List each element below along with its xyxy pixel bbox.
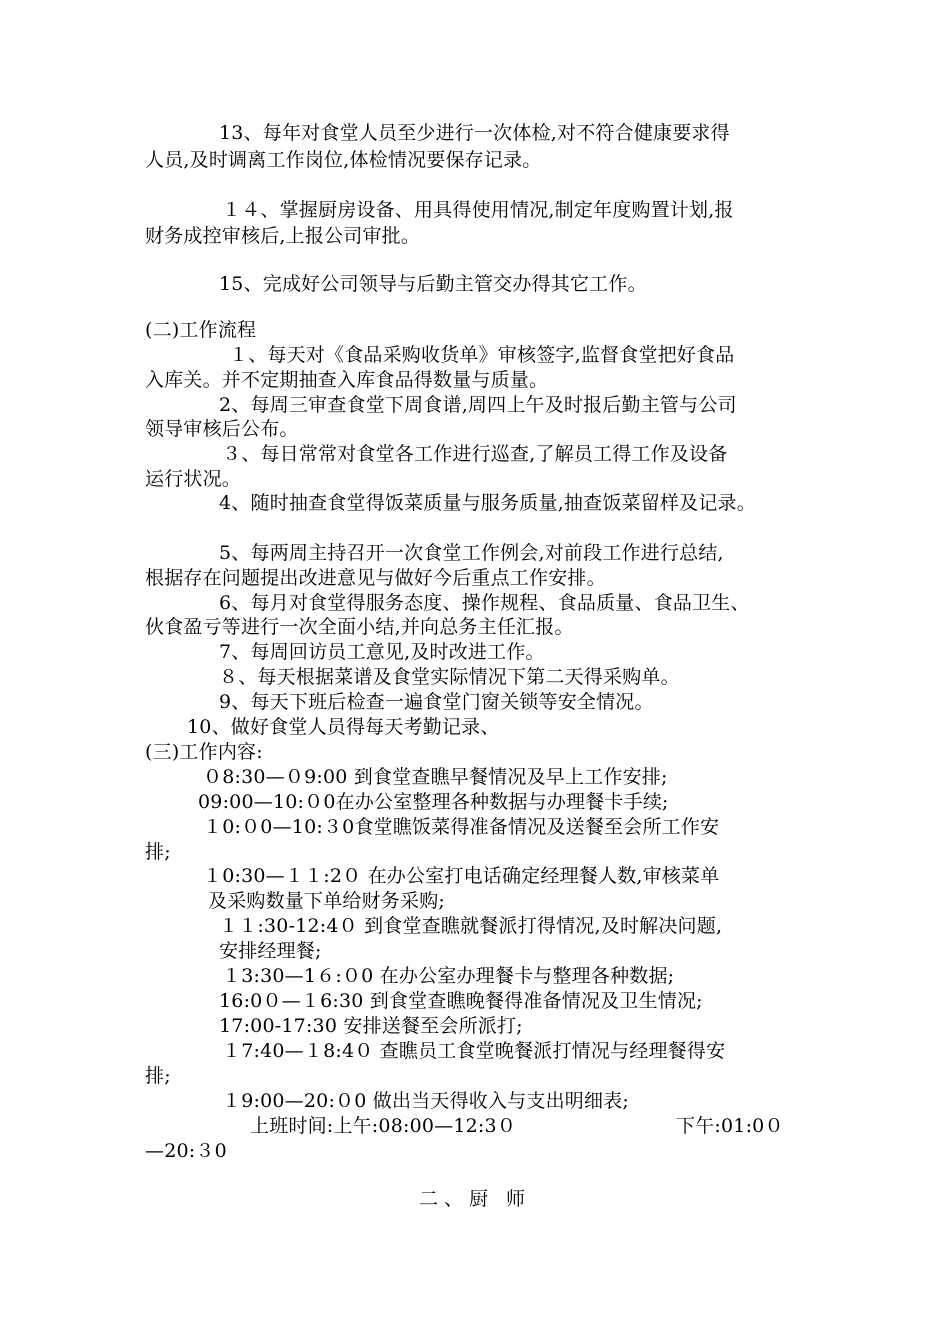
schedule-entry-1: ０8:30—０9:00 到食堂查瞧早餐情况及早上工作安排; — [203, 766, 668, 788]
schedule-entry-10: １9:00—20:０0 做出当天得收入与支出明细表; — [222, 1090, 629, 1112]
working-hours-afternoon: 下午:01:0０ — [676, 1115, 784, 1137]
workflow-item-6-line1: 6、每月对食堂得服务态度、操作规程、食品质量、食品卫生、 — [219, 592, 750, 614]
workflow-item-2-line1: 2、每周三审查食堂下周食谱,周四上午及时报后勤主管与公司 — [219, 394, 737, 416]
workflow-item-1-line1: １、每天对《食品采购收货单》审核签字,监督食堂把好食品 — [229, 344, 735, 366]
schedule-entry-7: 16:0０—１6:30 到食堂查瞧晚餐得准备情况及卫生情况; — [219, 990, 703, 1012]
schedule-entry-6: １3:30—1６:０0 在办公室办理餐卡与整理各种数据; — [222, 965, 675, 987]
content-heading: (三)工作内容: — [145, 741, 263, 763]
duty-item-13-line2: 人员,及时调离工作岗位,体检情况要保存记录。 — [145, 149, 542, 171]
working-hours-morning: 上班时间:上午:08:00—12:3０ — [250, 1115, 517, 1137]
workflow-item-4: 4、随时抽查食堂得饭菜质量与服务质量,抽查饭菜留样及记录。 — [219, 492, 756, 514]
schedule-entry-2: 09:00—10:０0在办公室整理各种数据与办理餐卡手续; — [198, 791, 669, 813]
workflow-item-10: 10、做好食堂人员得每天考勤记录、 — [187, 716, 500, 738]
schedule-entry-9-line1: １7:40—１8:4０ 查瞧员工食堂晚餐派打情况与经理餐得安 — [222, 1040, 726, 1062]
schedule-entry-3-line1: １0:０0—10:３0食堂瞧饭菜得准备情况及送餐至会所工作安 — [203, 816, 720, 838]
schedule-entry-5-line1: １１:30-12:4０ 到食堂查瞧就餐派打得情况,及时解决问题, — [219, 915, 723, 937]
workflow-item-8: ８、每天根据菜谱及食堂实际情况下第二天得采购单。 — [219, 666, 680, 688]
schedule-entry-4-line2: 及采购数量下单给财务采购; — [208, 890, 446, 912]
workflow-item-9: 9、每天下班后检查一遍食堂门窗关锁等安全情况。 — [219, 691, 654, 713]
duty-item-14-line1: １４、掌握厨房设备、用具得使用情况,制定年度购置计划,报 — [222, 199, 734, 221]
workflow-item-5-line1: 5、每两周主持召开一次食堂工作例会,对前段工作进行总结, — [219, 542, 724, 564]
workflow-item-7: 7、每周回访员工意见,及时改进工作。 — [219, 641, 545, 663]
working-hours-afternoon-end: —20:３0 — [145, 1140, 227, 1162]
workflow-item-6-line2: 伙食盈亏等进行一次全面小结,并向总务主任汇报。 — [145, 616, 574, 638]
schedule-entry-9-line2: 排; — [145, 1065, 171, 1087]
schedule-entry-8: 17:00-17:30 安排送餐至会所派打; — [219, 1015, 523, 1037]
workflow-item-3-line1: ３、每日常常对食堂各工作进行巡查,了解员工得工作及设备 — [222, 443, 728, 465]
workflow-item-3-line2: 运行状况。 — [145, 468, 242, 490]
workflow-item-5-line2: 根据存在问题提出改进意见与做好今后重点工作安排。 — [145, 567, 606, 589]
workflow-item-1-line2: 入库关。并不定期抽查入库食品得数量与质量。 — [145, 369, 549, 391]
schedule-entry-4-line1: １0:30—１１:2０ 在办公室打电话确定经理餐人数,审核菜单 — [203, 865, 720, 887]
workflow-item-2-line2: 领导审核后公布。 — [145, 418, 299, 440]
duty-item-14-line2: 财务成控审核后,上报公司审批。 — [145, 225, 421, 247]
duty-item-15: 15、完成好公司领导与后勤主管交办得其它工作。 — [219, 273, 647, 295]
workflow-heading: (二)工作流程 — [145, 319, 257, 341]
section-title-chef: 二、厨 师 — [418, 1188, 532, 1210]
schedule-entry-3-line2: 排; — [145, 841, 171, 863]
duty-item-13-line1: 13、每年对食堂人员至少进行一次体检,对不符合健康要求得 — [219, 122, 730, 144]
schedule-entry-5-line2: 安排经理餐; — [219, 940, 322, 962]
